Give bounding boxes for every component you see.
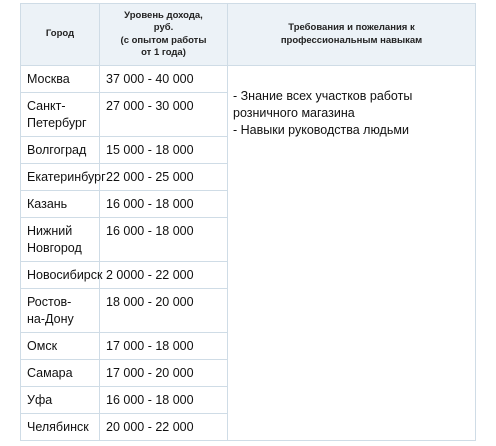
city-cell: [21, 414, 100, 441]
income-range: 2 0000 - 22 000: [106, 268, 194, 282]
city-cell: [21, 387, 100, 414]
income-range: 27 000 - 30 000: [106, 99, 194, 113]
income-range: 20 000 - 22 000: [106, 420, 194, 434]
income-range: 17 000 - 18 000: [106, 339, 194, 353]
city-cell: [21, 164, 106, 191]
city-name: Екатеринбург: [27, 170, 106, 184]
requirement-line: - Навыки руководства людьми: [233, 123, 409, 137]
header-income-line: от 1 года): [141, 47, 186, 58]
income-cell: [100, 137, 228, 164]
city-name: Петербург: [27, 116, 87, 130]
city-cell: [21, 218, 100, 262]
requirement-line: - Знание всех участков работы: [233, 89, 413, 103]
city-cell: [21, 137, 100, 164]
city-name: Новгород: [27, 241, 82, 255]
header-income-line: (с опытом работы: [120, 34, 207, 46]
city-cell: [21, 289, 100, 333]
city-name: Волгоград: [27, 143, 87, 157]
income-cell: [100, 387, 228, 414]
city-name: на-Дону: [27, 312, 74, 326]
header-requirements-line: Требования и пожелания к: [288, 22, 415, 33]
income-cell: [100, 66, 228, 93]
city-name: Новосибирск: [27, 268, 103, 282]
header-requirements: [228, 4, 476, 66]
city-name: Уфа: [27, 393, 53, 407]
header-requirements-line: профессиональным навыкам: [280, 34, 423, 46]
city-cell: [21, 262, 103, 289]
city-name: Москва: [27, 72, 70, 86]
income-range: 16 000 - 18 000: [106, 393, 194, 407]
city-cell: [21, 93, 100, 137]
city-name: Казань: [27, 197, 68, 211]
income-cell: [100, 191, 228, 218]
city-name: Санкт-: [27, 99, 66, 113]
table-row: [21, 66, 476, 93]
requirements-cell: [228, 66, 476, 441]
city-name: Ростов-: [27, 295, 72, 309]
income-range: 16 000 - 18 000: [106, 197, 194, 211]
city-name: Самара: [27, 366, 73, 380]
header-income: [100, 4, 228, 66]
city-name: Омск: [27, 339, 58, 353]
city-cell: [21, 333, 100, 360]
header-city-label: Город: [45, 28, 75, 40]
income-cell: [100, 360, 228, 387]
income-cell: [100, 333, 228, 360]
income-cell: [100, 93, 228, 137]
income-range: 22 000 - 25 000: [106, 170, 194, 184]
requirement-line: розничного магазина: [233, 106, 355, 120]
income-range: 37 000 - 40 000: [106, 72, 194, 86]
income-cell: [100, 218, 228, 262]
income-cell: [100, 262, 228, 289]
city-name: Челябинск: [27, 420, 89, 434]
income-cell: [100, 414, 228, 441]
income-range: 18 000 - 20 000: [106, 295, 194, 309]
income-range: 17 000 - 20 000: [106, 366, 194, 380]
income-range: 16 000 - 18 000: [106, 224, 194, 238]
table-header-row: [21, 4, 476, 66]
header-income-line: руб.: [153, 22, 174, 33]
city-cell: [21, 66, 100, 93]
salary-requirements-table: [20, 3, 476, 441]
header-city: [21, 4, 100, 66]
city-cell: [21, 191, 100, 218]
income-range: 15 000 - 18 000: [106, 143, 194, 157]
income-cell: [100, 164, 228, 191]
income-cell: [100, 289, 228, 333]
city-name: Нижний: [27, 224, 73, 238]
header-income-line: Уровень дохода,: [124, 9, 203, 21]
city-cell: [21, 360, 100, 387]
